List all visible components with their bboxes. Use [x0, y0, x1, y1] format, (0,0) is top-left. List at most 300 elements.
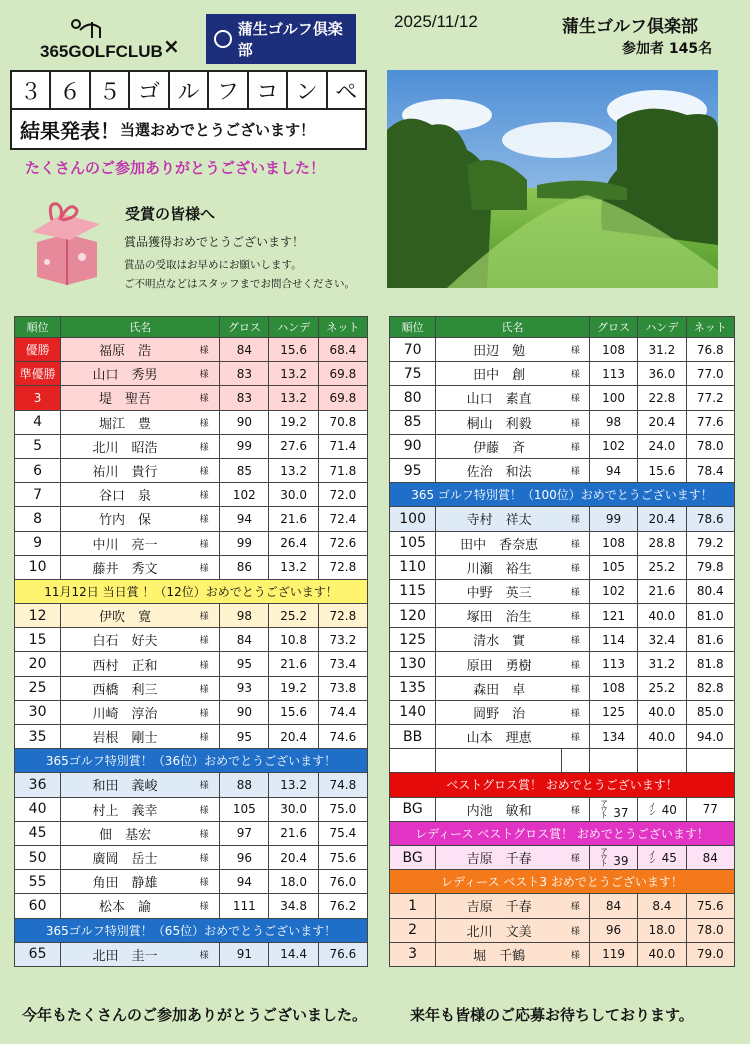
handicap-cell: 13.2 [269, 555, 318, 579]
honorific-cell: 様 [562, 700, 589, 724]
name-cell: 森田 卓 [436, 676, 562, 700]
table-row [390, 458, 735, 482]
honorific-cell: 様 [562, 531, 589, 555]
winners-line-1: 賞品獲得おめでとうございます！ [124, 235, 305, 249]
table-row [390, 579, 735, 603]
table-row [390, 531, 735, 555]
net-cell: 69.8 [318, 386, 367, 410]
rank-cell: 8 [15, 507, 61, 531]
rank-cell: 30 [15, 700, 61, 724]
table-row [15, 773, 368, 797]
net-cell: 68.4 [318, 338, 367, 362]
out-label: アウト [599, 798, 609, 817]
honorific-cell: 様 [189, 821, 220, 845]
table-row [390, 386, 735, 410]
name-cell: 伊吹 寛 [61, 604, 189, 628]
honorific-cell: 様 [189, 797, 220, 821]
table-row [390, 700, 735, 724]
column-header: ネット [686, 317, 734, 338]
table-row [390, 676, 735, 700]
gross-cell: 96 [589, 918, 637, 942]
handicap-cell: 15.6 [638, 458, 686, 482]
honorific-cell: 様 [562, 725, 589, 749]
name-cell: 堤 聖吾 [61, 386, 189, 410]
rank-cell: 140 [390, 700, 436, 724]
thanks-message: たくさんのご参加ありがとうございました！ [25, 159, 326, 177]
participant-count: 参加者 145名 [622, 41, 713, 57]
out-score-cell [589, 845, 637, 869]
handicap-cell: 30.0 [269, 483, 318, 507]
column-header: ハンデ [638, 317, 686, 338]
title-char: ル [170, 72, 209, 108]
rank-cell: 優勝 [15, 338, 61, 362]
net-cell: 78.0 [686, 434, 734, 458]
handicap-cell: 18.0 [269, 870, 318, 894]
name-cell: 桐山 利毅 [436, 410, 562, 434]
total-score-cell: 77 [686, 797, 734, 821]
gross-cell: 98 [220, 604, 269, 628]
gross-cell: 98 [589, 410, 637, 434]
gross-cell: 111 [220, 894, 269, 918]
empty-cell [390, 749, 436, 773]
gross-cell: 83 [220, 362, 269, 386]
net-cell: 73.4 [318, 652, 367, 676]
name-cell: 岡野 治 [436, 700, 562, 724]
gross-cell: 88 [220, 773, 269, 797]
rank-cell: 110 [390, 555, 436, 579]
table-row-empty [390, 749, 735, 773]
award-banner [390, 773, 735, 797]
handicap-cell: 25.2 [638, 676, 686, 700]
handicap-cell: 20.4 [638, 507, 686, 531]
honorific-cell: 様 [562, 628, 589, 652]
award-banner-text: 365ゴルフ特別賞！（36位）おめでとうございます！ [15, 749, 368, 773]
gross-cell: 105 [589, 555, 637, 579]
gross-cell: 108 [589, 531, 637, 555]
net-cell: 71.4 [318, 434, 367, 458]
table-row [390, 797, 735, 821]
gross-cell: 94 [220, 870, 269, 894]
name-cell: 和田 義峻 [61, 773, 189, 797]
rank-cell: 70 [390, 338, 436, 362]
handicap-cell: 27.6 [269, 434, 318, 458]
rank-cell: 50 [15, 845, 61, 869]
name-cell: 西橋 利三 [61, 676, 189, 700]
net-cell: 72.8 [318, 555, 367, 579]
name-cell: 北川 文美 [436, 918, 562, 942]
gross-cell: 90 [220, 700, 269, 724]
handicap-cell: 19.2 [269, 410, 318, 434]
golf-course-photo [387, 70, 718, 288]
name-cell: 祐川 貴行 [61, 458, 189, 482]
table-row [15, 725, 368, 749]
table-row [390, 338, 735, 362]
honorific-cell: 様 [189, 725, 220, 749]
name-cell: 谷口 泉 [61, 483, 189, 507]
gross-cell: 99 [589, 507, 637, 531]
honorific-cell: 様 [562, 918, 589, 942]
award-banner-text: 365 ゴルフ特別賞！（100位）おめでとうございます！ [390, 483, 735, 507]
net-cell: 80.4 [686, 579, 734, 603]
net-cell: 77.2 [686, 386, 734, 410]
table-row [390, 410, 735, 434]
honorific-cell: 様 [189, 894, 220, 918]
net-cell: 76.2 [318, 894, 367, 918]
honorific-cell: 様 [189, 773, 220, 797]
rank-cell: 115 [390, 579, 436, 603]
handicap-cell: 40.0 [638, 725, 686, 749]
name-cell: 岩根 剛士 [61, 725, 189, 749]
honorific-cell: 様 [189, 555, 220, 579]
name-cell: 福原 浩 [61, 338, 189, 362]
rank-cell: 12 [15, 604, 61, 628]
gross-cell: 99 [220, 434, 269, 458]
rank-cell: 120 [390, 604, 436, 628]
title-char: フ [209, 72, 248, 108]
award-banner-text: 365ゴルフ特別賞！（65位）おめでとうございます！ [15, 918, 368, 942]
table-row [390, 604, 735, 628]
gross-cell: 125 [589, 700, 637, 724]
rank-cell: 65 [15, 942, 61, 966]
empty-cell [638, 749, 686, 773]
name-cell: 中野 英三 [436, 579, 562, 603]
handicap-cell: 20.4 [638, 410, 686, 434]
net-cell: 72.8 [318, 604, 367, 628]
handicap-cell: 10.8 [269, 628, 318, 652]
gross-cell: 99 [220, 531, 269, 555]
gross-cell: 95 [220, 652, 269, 676]
handicap-cell: 31.2 [638, 652, 686, 676]
table-row [390, 507, 735, 531]
handicap-cell: 28.8 [638, 531, 686, 555]
name-cell: 中川 亮一 [61, 531, 189, 555]
net-cell: 76.6 [318, 942, 367, 966]
rank-cell: 4 [15, 410, 61, 434]
empty-cell [589, 749, 637, 773]
gross-cell: 91 [220, 942, 269, 966]
rank-cell: 7 [15, 483, 61, 507]
net-cell: 77.6 [686, 410, 734, 434]
net-cell: 76.0 [318, 870, 367, 894]
rank-cell: BB [390, 725, 436, 749]
name-cell: 田辺 勉 [436, 338, 562, 362]
name-cell: 内池 敏和 [436, 797, 562, 821]
handicap-cell: 40.0 [638, 942, 686, 966]
handicap-cell: 36.0 [638, 362, 686, 386]
result-small: 当選おめでとうございます！ [120, 120, 316, 139]
rank-cell: 9 [15, 531, 61, 555]
honorific-cell: 様 [562, 845, 589, 869]
honorific-cell: 様 [562, 555, 589, 579]
net-cell: 94.0 [686, 725, 734, 749]
in-score: 45 [661, 851, 677, 866]
emblem-icon [214, 30, 232, 48]
handicap-cell: 25.2 [269, 604, 318, 628]
net-cell: 70.8 [318, 410, 367, 434]
collab-cross: × [163, 34, 180, 58]
table-row [15, 434, 368, 458]
total-score-cell: 84 [686, 845, 734, 869]
table-row [390, 652, 735, 676]
net-cell: 78.4 [686, 458, 734, 482]
name-cell: 清水 實 [436, 628, 562, 652]
honorific-cell: 様 [562, 894, 589, 918]
rank-cell: 6 [15, 458, 61, 482]
honorific-cell: 様 [562, 652, 589, 676]
name-cell: 原田 勇樹 [436, 652, 562, 676]
honorific-cell: 様 [189, 458, 220, 482]
gross-cell: 134 [589, 725, 637, 749]
net-cell: 74.8 [318, 773, 367, 797]
table-row [15, 531, 368, 555]
out-score: 37 [613, 805, 629, 820]
net-cell: 78.6 [686, 507, 734, 531]
net-cell: 74.6 [318, 725, 367, 749]
column-header: 氏名 [61, 317, 220, 338]
handicap-cell: 20.4 [269, 725, 318, 749]
name-cell: 西村 正和 [61, 652, 189, 676]
net-cell: 72.4 [318, 507, 367, 531]
rank-cell: 60 [15, 894, 61, 918]
handicap-cell: 21.6 [638, 579, 686, 603]
honorific-cell: 様 [562, 676, 589, 700]
gross-cell: 90 [220, 410, 269, 434]
award-banner [390, 483, 735, 507]
table-row [390, 894, 735, 918]
net-cell: 75.6 [686, 894, 734, 918]
handicap-cell: 40.0 [638, 700, 686, 724]
name-cell: 佃 基宏 [61, 821, 189, 845]
golfer-icon [70, 18, 106, 45]
table-row [15, 483, 368, 507]
net-cell: 82.8 [686, 676, 734, 700]
gross-cell: 102 [589, 434, 637, 458]
net-cell: 81.0 [686, 604, 734, 628]
honorific-cell: 様 [189, 338, 220, 362]
gross-cell: 94 [589, 458, 637, 482]
net-cell: 74.4 [318, 700, 367, 724]
out-score-cell [589, 797, 637, 821]
table-row [15, 507, 368, 531]
honorific-cell: 様 [189, 604, 220, 628]
net-cell: 69.8 [318, 362, 367, 386]
table-row [390, 725, 735, 749]
net-cell: 71.8 [318, 458, 367, 482]
table-row [390, 845, 735, 869]
handicap-cell: 19.2 [269, 676, 318, 700]
name-cell: 堀江 豊 [61, 410, 189, 434]
table-row [15, 700, 368, 724]
table-row [390, 628, 735, 652]
rank-cell: 1 [390, 894, 436, 918]
rank-cell: 40 [15, 797, 61, 821]
title-char: ン [288, 72, 327, 108]
net-cell: 85.0 [686, 700, 734, 724]
winners-title: 受賞の皆様へ [125, 205, 216, 223]
table-row [390, 555, 735, 579]
honorific-cell: 様 [562, 507, 589, 531]
handicap-cell: 18.0 [638, 918, 686, 942]
column-header: ハンデ [269, 317, 318, 338]
award-banner [15, 749, 368, 773]
handicap-cell: 24.0 [638, 434, 686, 458]
rank-cell: 20 [15, 652, 61, 676]
name-cell: 藤井 秀文 [61, 555, 189, 579]
net-cell: 81.6 [686, 628, 734, 652]
header-area [0, 0, 750, 305]
net-cell: 75.0 [318, 797, 367, 821]
handicap-cell: 40.0 [638, 604, 686, 628]
winners-line-3: ご不明点などはスタッフまでお問合せください。 [124, 278, 355, 290]
name-cell: 竹内 保 [61, 507, 189, 531]
handicap-cell: 30.0 [269, 797, 318, 821]
table-row [15, 942, 368, 966]
award-banner-text: ベストグロス賞！ おめでとうございます！ [390, 773, 735, 797]
gross-cell: 108 [589, 676, 637, 700]
gross-cell: 105 [220, 797, 269, 821]
table-row [15, 894, 368, 918]
gross-cell: 100 [589, 386, 637, 410]
honorific-cell: 様 [562, 579, 589, 603]
gross-cell: 84 [220, 628, 269, 652]
net-cell: 72.0 [318, 483, 367, 507]
table-row [390, 918, 735, 942]
name-cell: 松本 諭 [61, 894, 189, 918]
net-cell: 73.8 [318, 676, 367, 700]
gross-cell: 86 [220, 555, 269, 579]
table-row [15, 870, 368, 894]
table-header [390, 317, 735, 338]
column-header: グロス [220, 317, 269, 338]
gross-cell: 113 [589, 652, 637, 676]
rank-cell: 2 [390, 918, 436, 942]
honorific-cell: 様 [189, 676, 220, 700]
award-banner-text: レディース ベスト3 おめでとうございます！ [390, 870, 735, 894]
event-date: 2025/11/12 [394, 12, 478, 31]
rank-cell: 3 [390, 942, 436, 966]
title-char: ６ [51, 72, 90, 108]
rank-cell: 95 [390, 458, 436, 482]
in-label: イン [647, 850, 657, 863]
net-cell: 75.4 [318, 821, 367, 845]
name-cell: 角田 静雄 [61, 870, 189, 894]
rank-cell: 55 [15, 870, 61, 894]
gross-cell: 119 [589, 942, 637, 966]
award-banner [390, 821, 735, 845]
honorific-cell: 様 [189, 386, 220, 410]
out-label: アウト [599, 847, 609, 866]
handicap-cell: 34.8 [269, 894, 318, 918]
gross-cell: 97 [220, 821, 269, 845]
results-table-right [389, 316, 735, 967]
name-cell: 川瀬 裕生 [436, 555, 562, 579]
honorific-cell: 様 [189, 652, 220, 676]
club-name: 蒲生ゴルフ倶楽部 [562, 17, 698, 37]
table-row [15, 845, 368, 869]
name-cell: 吉原 千春 [436, 894, 562, 918]
column-header: 順位 [15, 317, 61, 338]
title-box [10, 70, 367, 150]
net-cell: 79.0 [686, 942, 734, 966]
name-cell: 川崎 淳治 [61, 700, 189, 724]
title-char: ５ [91, 72, 130, 108]
name-cell: 伊藤 斉 [436, 434, 562, 458]
rank-cell: 105 [390, 531, 436, 555]
rank-cell: 125 [390, 628, 436, 652]
name-cell: 北川 昭浩 [61, 434, 189, 458]
name-cell: 堀 千鶴 [436, 942, 562, 966]
rank-cell: 135 [390, 676, 436, 700]
table-row [390, 362, 735, 386]
honorific-cell: 様 [189, 483, 220, 507]
rank-cell: 85 [390, 410, 436, 434]
table-row [15, 410, 368, 434]
handicap-cell: 32.4 [638, 628, 686, 652]
gross-cell: 85 [220, 458, 269, 482]
name-cell: 廣岡 岳士 [61, 845, 189, 869]
column-header: 順位 [390, 317, 436, 338]
in-label: イン [647, 801, 657, 814]
award-banner [15, 579, 368, 603]
rank-cell: 90 [390, 434, 436, 458]
award-banner-text: レディース ベストグロス賞！ おめでとうございます！ [390, 821, 735, 845]
honorific-cell: 様 [562, 458, 589, 482]
gross-cell: 83 [220, 386, 269, 410]
gross-cell: 108 [589, 338, 637, 362]
365golfclub-logo [40, 18, 163, 64]
rank-cell: 15 [15, 628, 61, 652]
out-score: 39 [613, 854, 629, 869]
handicap-cell: 15.6 [269, 338, 318, 362]
rank-cell: 130 [390, 652, 436, 676]
name-cell: 佐治 和法 [436, 458, 562, 482]
net-cell: 76.8 [686, 338, 734, 362]
table-row [15, 652, 368, 676]
table-row [390, 942, 735, 966]
honorific-cell: 様 [189, 942, 220, 966]
gross-cell: 102 [589, 579, 637, 603]
net-cell: 79.2 [686, 531, 734, 555]
handicap-cell: 13.2 [269, 773, 318, 797]
handicap-cell: 21.6 [269, 507, 318, 531]
gift-box-icon [22, 192, 112, 287]
rank-cell: 100 [390, 507, 436, 531]
honorific-cell: 様 [189, 531, 220, 555]
honorific-cell: 様 [562, 386, 589, 410]
result-banner [12, 110, 365, 148]
table-row [15, 458, 368, 482]
handicap-cell: 13.2 [269, 362, 318, 386]
honorific-cell: 様 [562, 797, 589, 821]
handicap-cell: 15.6 [269, 700, 318, 724]
honorific-cell: 様 [562, 434, 589, 458]
honorific-cell: 様 [562, 410, 589, 434]
honorific-cell: 様 [189, 845, 220, 869]
rank-cell: BG [390, 845, 436, 869]
logo-text: 365GOLFCLUB [40, 42, 163, 61]
name-cell: 田中 創 [436, 362, 562, 386]
honorific-cell: 様 [189, 700, 220, 724]
handicap-cell: 25.2 [638, 555, 686, 579]
rank-cell: 75 [390, 362, 436, 386]
name-cell: 村上 義幸 [61, 797, 189, 821]
net-cell: 79.8 [686, 555, 734, 579]
honorific-cell: 様 [189, 870, 220, 894]
name-cell: 田中 香奈恵 [436, 531, 562, 555]
title-char: コ [249, 72, 288, 108]
handicap-cell: 26.4 [269, 531, 318, 555]
footer [0, 982, 750, 1044]
